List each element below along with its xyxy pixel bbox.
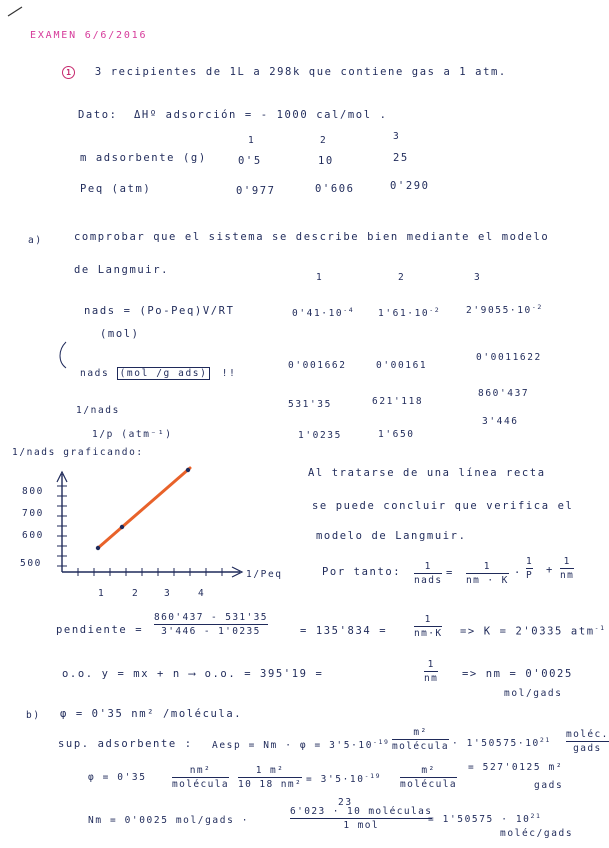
mass-value-1: 0'5 [238, 155, 262, 167]
pendiente-frac-1-over-nmk: 1 nm·K [414, 614, 443, 639]
frac-1-over-nmk: 1 nm · K [466, 561, 509, 586]
col-1: 1 [316, 272, 324, 283]
ratio-value-1: 0'001662 [288, 360, 347, 371]
y-tick-600: 600 [22, 530, 44, 541]
ratio-boxed-unit: (mol /g ads) [117, 367, 211, 380]
col-3: 3 [474, 272, 482, 283]
nads-mol-unit: (mol) [100, 328, 140, 340]
phi-conv-eq: = $3'5\cdot 10^{-19}$ [306, 772, 382, 786]
ratio-label: nads (mol /g ads) !! [80, 368, 237, 379]
x-tick-2: 2 [132, 588, 140, 599]
k-result: => K = 2'0335 atm$^{-1}$ [460, 624, 606, 638]
x-axis-label: 1/Peq [246, 569, 283, 580]
problem-statement [62, 66, 507, 79]
conclusion-line-2: se puede concluir que verifica el [312, 500, 574, 512]
result-area-unit: gads [534, 780, 564, 791]
y-tick-500: 500 [20, 558, 42, 569]
result-area: = 527'0125 m² [468, 762, 564, 773]
x-tick-4: 4 [198, 588, 206, 599]
aesp-fraction: m² molécula [392, 727, 449, 752]
y-tick-700: 700 [22, 508, 44, 519]
mass-value-3: 25 [393, 152, 409, 164]
nm-result-units: mol/gads [504, 688, 563, 699]
phi-conv: φ = 0'35 [88, 772, 147, 783]
phi-conv-f1: nm² molécula [172, 765, 229, 790]
inv-p-value-1: 1'0235 [298, 430, 342, 441]
conclusion-line-3: modelo de Langmuir. [316, 530, 467, 542]
ratio-value-3: 0'0011622 [476, 352, 542, 363]
frac-1-over-nm: 1 nm [560, 556, 575, 581]
plus-op: + [546, 564, 554, 576]
pendiente-fraction: 860'437 - 531'35 3'446 - 1'0235 [154, 612, 268, 637]
data-point [96, 546, 100, 550]
nads-value-1: $0'41\cdot 10^{-4}$ [292, 306, 355, 320]
problem-number-badge: 1 [62, 66, 75, 79]
conclusion-line-1: Al tratarse de una línea recta [308, 467, 546, 479]
nm-avogadro-fraction: 6'023 · 10 moléculas 1 mol [290, 806, 433, 831]
nads-value-3: $2'9055\cdot 10^{-2}$ [466, 303, 543, 317]
statement-text: 3 recipientes de 1L a 298k que contiene gas a 1 atm. [94, 66, 507, 78]
x-tick-1: 1 [98, 588, 106, 599]
table-col-2: 2 [320, 135, 328, 146]
y-tick-800: 800 [22, 486, 44, 497]
phi-conv-f3: m² molécula [400, 765, 457, 790]
phi-conv-f2: 1 m² 10 18 nm² [238, 765, 303, 790]
exam-title: EXAMEN 6/6/2016 [30, 30, 148, 41]
nm-final-result: = $1'50575 \cdot 10^{21}$ [428, 812, 542, 826]
x-tick-3: 3 [164, 588, 172, 599]
oo-frac-1-over-nm: 1 nm [424, 659, 439, 684]
data-point [186, 468, 190, 472]
mass-value-2: 10 [318, 155, 334, 167]
aesp-tail: · $1'50575\cdot 10^{21}$ [452, 736, 551, 750]
part-a-line-1: comprobar que el sistema se describe bien mediante el modelo [74, 231, 550, 243]
por-tanto: Por tanto: [322, 566, 402, 578]
pendiente-label: pendiente = [56, 624, 144, 636]
eq-sign: = [446, 567, 454, 579]
frac-1-over-nads: 1 nads [414, 561, 443, 586]
aesp-tail-fraction: moléc. gads [566, 729, 609, 754]
pendiente-value: = 135'834 = [300, 625, 388, 637]
inv-p-label: 1/p (atm⁻¹) [92, 429, 173, 440]
inv-p-value-2: 1'650 [378, 429, 415, 440]
peq-value-1: 0'977 [236, 185, 276, 197]
peq-value-3: 0'290 [390, 180, 430, 192]
nm-line: Nm = 0'0025 mol/gads · [88, 815, 250, 826]
col-2: 2 [398, 272, 406, 283]
data-label: Dato: [78, 109, 118, 121]
aesp-expr: Aesp = $Nm \cdot \varphi = 3'5\cdot 10^{-19}$ [212, 738, 390, 752]
enthalpy-data: ΔHº adsorción = - 1000 cal/mol . [134, 109, 388, 121]
part-b-label: b) [26, 710, 41, 721]
ratio-mark: !! [221, 368, 237, 379]
part-a-line-2: de Langmuir. [74, 264, 170, 276]
inv-nads-value-3: 860'437 [478, 388, 530, 399]
nads-formula: nads = (Po-Peq)V/RT [84, 305, 235, 317]
ratio-value-2: 0'00161 [376, 360, 428, 371]
row-label-mass: m adsorbente (g) [80, 152, 207, 164]
nm-result: => nm = 0'0025 [462, 668, 573, 680]
nm-avogadro-exp: 23 [338, 797, 353, 808]
nm-final-unit: moléc/gads [500, 828, 574, 839]
graph-label: 1/nads graficando: [12, 447, 144, 458]
table-col-1: 1 [248, 135, 256, 146]
nads-value-2: $1'61\cdot 10^{-2}$ [378, 306, 441, 320]
oo-line: o.o. y = mx + n ⟶ o.o. = 395'19 = [62, 668, 324, 680]
inv-p-value-3: 3'446 [482, 416, 519, 427]
frac-1-over-p: 1 P [526, 556, 534, 581]
data-point [120, 525, 124, 529]
inv-nads-label: 1/nads [76, 405, 120, 416]
part-a-label: a) [28, 235, 43, 246]
row-label-peq: Peq (atm) [80, 183, 152, 195]
sup-adsorbente-label: sup. adsorbente : [58, 738, 193, 750]
peq-value-2: 0'606 [315, 183, 355, 195]
dot-op: · [514, 567, 522, 579]
regression-line [98, 468, 190, 548]
inv-nads-value-1: 531'35 [288, 399, 332, 410]
inv-nads-value-2: 621'118 [372, 396, 424, 407]
phi-line: φ = 0'35 nm² /molécula. [60, 708, 243, 720]
table-col-3: 3 [393, 131, 401, 142]
